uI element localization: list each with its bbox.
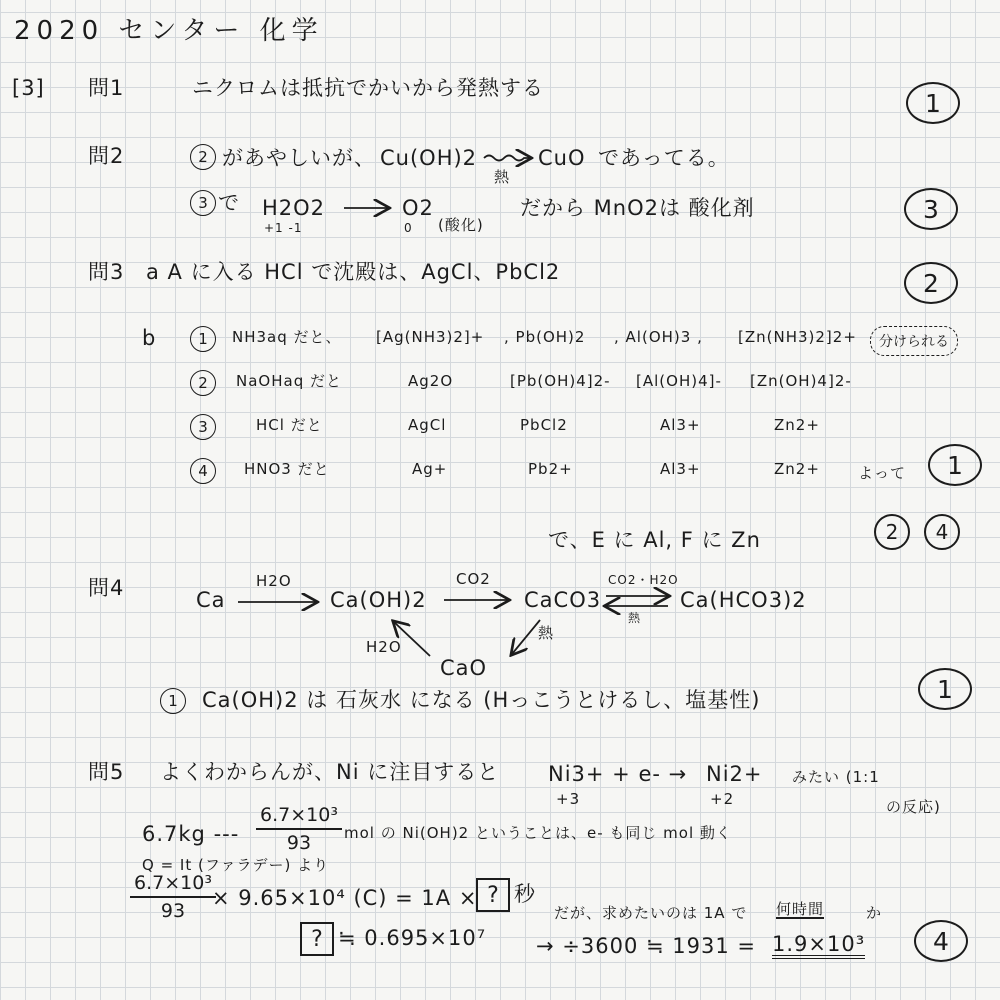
q5-label: 問5 (88, 760, 125, 784)
q3-answer-f-circle: 4 (924, 514, 960, 550)
q3-a-text: a A に入る HCl で沈殿は、AgCl、PbCl2 (146, 260, 561, 284)
q5-eq-left-ox: +3 (556, 790, 581, 808)
q3-row4-c4: Zn2+ (774, 460, 820, 478)
q5-final-pre: → ÷3600 ≒ 1931 = (536, 934, 756, 958)
q5-question: だが、求めたいのは 1A で (554, 904, 748, 922)
q2-heat-label: 熱 (494, 168, 511, 186)
q2-oxidized: (酸化) (438, 216, 484, 234)
q4-arrow-caco3-cao (512, 620, 540, 654)
q5-intro: よくわからんが、Ni に注目すると (160, 760, 500, 784)
q3-row4-c1: Ag+ (412, 460, 448, 478)
q3-row4-mark: 4 (190, 458, 216, 484)
q5-answer-circle: 4 (914, 920, 968, 962)
q5-final-answer: 1.9×10³ (772, 934, 865, 959)
q3-row2-c1: Ag2O (408, 372, 454, 390)
q5-no-hanno: の反応) (886, 798, 941, 816)
q3b-answer-circle: 1 (928, 444, 982, 486)
q5-frac2-numerator: 6.7×10³ (130, 872, 216, 898)
q4-cao: CaO (440, 656, 488, 680)
q2-label: 問2 (88, 144, 125, 168)
q5-ka: か (866, 904, 883, 922)
q1-answer-circle: 1 (906, 82, 960, 124)
q2-wavy-arrow (484, 156, 530, 161)
q2-h2o2: H2O2 (262, 196, 326, 220)
q2-answer-circle: 3 (904, 188, 958, 230)
q2-h2o2-oxidation: +1 -1 (264, 221, 303, 235)
q3-row4-c2: Pb2+ (528, 460, 573, 478)
q4-ca: Ca (196, 588, 226, 612)
q3-yotte: よって (858, 464, 907, 482)
q3-row2-c2: [Pb(OH)4]2- (510, 372, 611, 390)
q2-mark-2: 2 (190, 144, 216, 170)
q5-q-eq: Q = It (ファラデー) より (142, 856, 330, 874)
q3-label: 問3 (88, 260, 125, 284)
q4-h2o-top: H2O (256, 572, 292, 590)
q4-label: 問4 (88, 576, 125, 600)
q4-caoh2: Ca(OH)2 (330, 588, 427, 612)
q4-heat-equilibrium: 熱 (628, 611, 642, 625)
q5-unknown-box: ? (476, 878, 510, 912)
q3-row1-mark: 1 (190, 326, 216, 352)
q3-row2-reagent: NaOHaq だと (236, 372, 342, 390)
q2-mark-3: 3 (190, 190, 216, 216)
q5-frac1-denominator: 93 (286, 832, 312, 854)
q3-row3-mark: 3 (190, 414, 216, 440)
q3-row1-c3: , Al(OH)3 , (614, 328, 703, 346)
q2-line2-end: だから MnO2は 酸化剤 (520, 196, 755, 220)
q5-eq-right: Ni2+ (706, 762, 763, 786)
q3a-answer-circle: 2 (904, 262, 958, 304)
q3-row1-c4: [Zn(NH3)2]2+ (738, 328, 857, 346)
page-title: 2020 センター 化学 (14, 16, 324, 46)
q4-cahco3: Ca(HCO3)2 (680, 588, 807, 612)
q3-row2-c4: [Zn(OH)4]2- (750, 372, 852, 390)
q5-mitai: みたい (1:1 (792, 768, 880, 786)
q3-row4-c3: Al3+ (660, 460, 701, 478)
q3-row2-mark: 2 (190, 370, 216, 396)
q2-de: で (218, 191, 240, 215)
q5-mass: 6.7kg --- (142, 822, 240, 846)
section-label: [3] (12, 76, 45, 100)
q3-row3-c4: Zn2+ (774, 416, 820, 434)
q4-h2o-left: H2O (366, 638, 402, 656)
q4-arrow-cao-caoh2 (394, 622, 430, 656)
q5-frac1-numerator: 6.7×10³ (256, 804, 342, 830)
q5-eq-right-ox: +2 (710, 790, 735, 808)
q3-row3-c2: PbCl2 (520, 416, 568, 434)
q4-note-mark: 1 (160, 688, 186, 714)
q4-answer-circle: 1 (918, 668, 972, 710)
q5-approx: ≒ 0.695×10⁷ (338, 926, 487, 950)
q3-ef-text: で、E に Al, F に Zn (548, 528, 761, 552)
q3-row1-c2: , Pb(OH)2 (504, 328, 586, 346)
q3-b-label: b (142, 326, 157, 350)
q5-nanjikan: 何時間 (776, 900, 825, 918)
q2-o2-oxidation: 0 (404, 221, 413, 235)
q3-row2-c3: [Al(OH)4]- (636, 372, 722, 390)
q2-o2: O2 (402, 196, 434, 220)
q3-row3-reagent: HCl だと (256, 416, 323, 434)
q5-eq-left: Ni3+ + e- → (548, 762, 688, 786)
q2-line1-end: であってる。 (598, 146, 730, 170)
q3-row1-c1: [Ag(NH3)2]+ (376, 328, 485, 346)
q4-note: Ca(OH)2 は 石灰水 になる (Hっこうとけるし、塩基性) (202, 688, 761, 712)
q4-caco3: CaCO3 (524, 588, 602, 612)
q5-byou: 秒 (514, 882, 536, 906)
q3-row3-c3: Al3+ (660, 416, 701, 434)
q5-unknown-box-2: ? (300, 922, 334, 956)
q3-row4-reagent: HNO3 だと (244, 460, 330, 478)
q4-heat-down: 熱 (538, 624, 555, 642)
q3-answer-e-circle: 2 (874, 514, 910, 550)
q1-text: ニクロムは抵抗でかいから発熱する (192, 76, 544, 100)
q3-separable-cloud: 分けられる (870, 326, 958, 356)
q5-mol-text: mol の Ni(OH)2 ということは、e- も同じ mol 動く (344, 824, 732, 842)
q1-label: 問1 (88, 76, 125, 100)
q4-co2h2o: CO2・H2O (608, 573, 679, 587)
q5-frac2-denominator: 93 (160, 900, 186, 922)
q5-calc: × 9.65×10⁴ (C) = 1A × (212, 886, 478, 910)
q2-line1-text: があやしいが、 (222, 146, 376, 170)
q4-co2: CO2 (456, 570, 491, 588)
q2-reactant: Cu(OH)2 (380, 146, 478, 170)
q3-row3-c1: AgCl (408, 416, 447, 434)
q3-row1-reagent: NH3aq だと、 (232, 328, 342, 346)
q2-product: CuO (538, 146, 586, 170)
